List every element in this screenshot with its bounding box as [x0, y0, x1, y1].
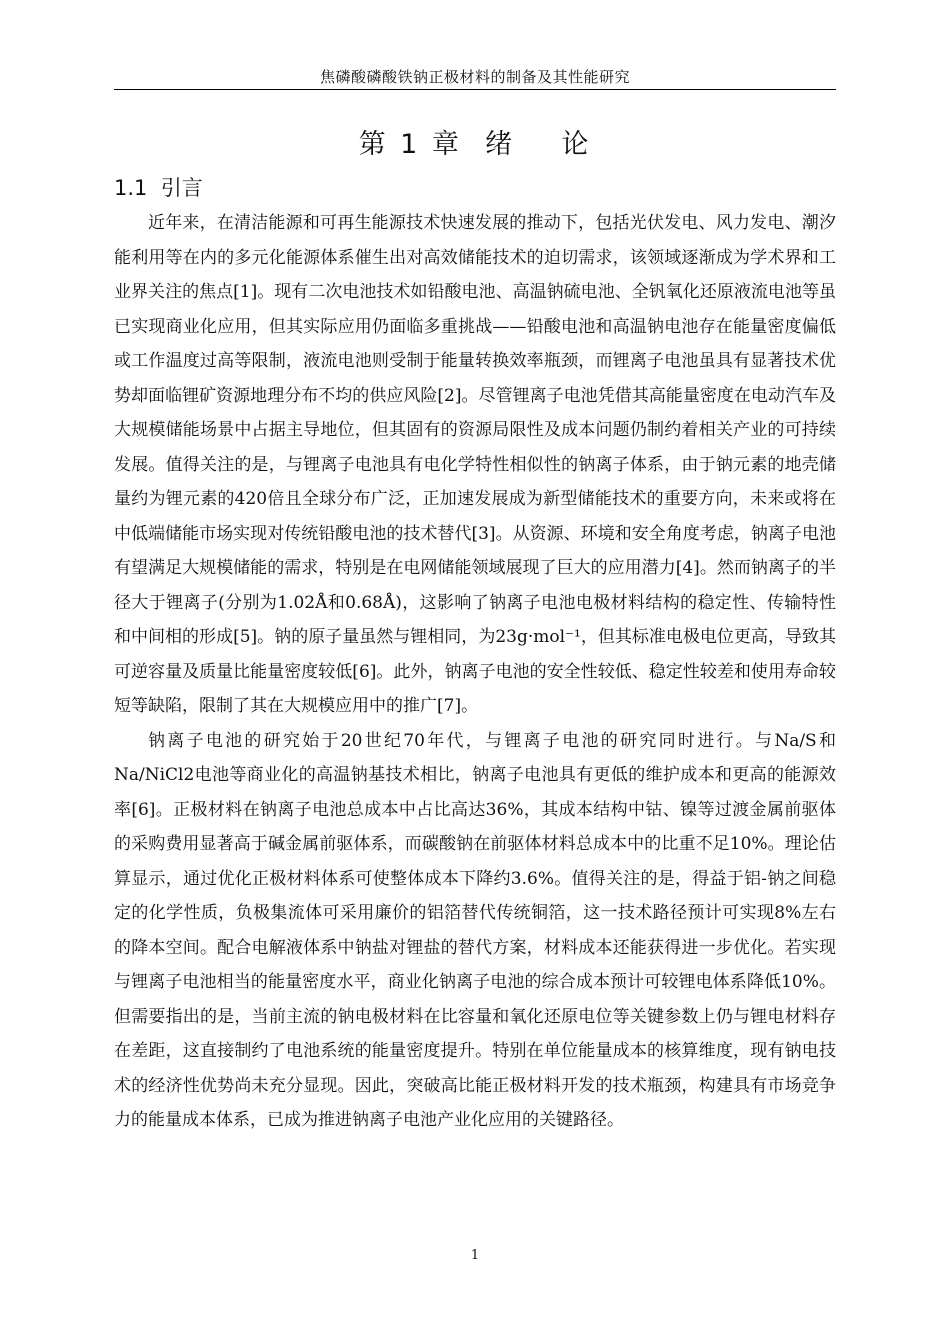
paragraph: 钠离子电池的研究始于20世纪70年代，与锂离子电池的研究同时进行。与Na/S和Na/NiCl2电池等商业化的高温钠基技术相比，钠离子电池具有更低的维护成本和更高的能源效率[6]。正极材料在钠离子电池总成本中占比高达36%，其成本结构中钴、镍等过渡金属前驱体的采购费用显著高于碱金属前驱体系，而碳酸钠在前驱体材料总成本中的比重不足10%。理论估算显示，通过优化正极材料体系可使整体成本下降约3.6%。值得关注的是，得益于铝-钠之间稳定的化学性质，负极集流体可采用廉价的铝箔替代传统铜箔，这一技术路径预计可实现8%左右的降本空间。配合电解液体系中钠盐对锂盐的替代方案，材料成本还能获得进一步优化。若实现与锂离子电池相当的能量密度水平，商业化钠离子电池的综合成本预计可较锂电体系降低10%。但需要指出的是，当前主流的钠电极材料在比容量和氧化还原电位等关键参数上仍与锂电材料存在差距，这直接制约了电池系统的能量密度提升。特别在单位能量成本的核算维度，现有钠电技术的经济性优势尚未充分显现。因此，突破高比能正极材料开发的技术瓶颈，构建具有市场竞争力的能量成本体系，已成为推进钠离子电池产业化应用的关键路径。 — [114, 730, 836, 1130]
header-rule — [114, 89, 836, 90]
body-text — [114, 206, 836, 1138]
running-header: 焦磷酸磷酸铁钠正极材料的制备及其性能研究 — [319, 68, 630, 86]
paragraph: 近年来，在清洁能源和可再生能源技术快速发展的推动下，包括光伏发电、风力发电、潮汐能利用等在内的多元化能源体系催生出对高效储能技术的迫切需求，该领域逐渐成为学术界和工业界关注的焦点[1]。现有二次电池技术如铅酸电池、高温钠硫电池、全钒氧化还原液流电池等虽已实现商业化应用，但其实际应用仍面临多重挑战——铅酸电池和高温钠电池存在能量密度偏低或工作温度过高等限制，液流电池则受制于能量转换效率瓶颈，而锂离子电池虽具有显著技术优势却面临锂矿资源地理分布不均的供应风险[2]。尽管锂离子电池凭借其高能量密度在电动汽车及大规模储能场景中占据主导地位，但其固有的资源局限性及成本问题仍制约着相关产业的可持续发展。值得关注的是，与锂离子电池具有电化学特性相似性的钠离子体系，由于钠元素的地壳储量约为锂元素的420倍且全球分布广泛，正加速发展成为新型储能技术的重要方向，未来或将在中低端储能市场实现对传统铅酸电池的技术替代[3]。从资源、环境和安全角度考虑，钠离子电池有望满足大规模储能的需求，特别是在电网储能领域展现了巨大的应用潜力[4]。然而钠离子的半径大于锂离子(分别为1.02Å和0.68Å)，这影响了钠离子电池电极材料结构的稳定性、传输特性和中间相的形成[5]。钠的原子量虽然与锂相同，为23g·mol⁻¹，但其标准电极电位更高，导致其可逆容量及质量比能量密度较低[6]。此外，钠离子电池的安全性较低、稳定性较差和使用寿命较短等缺陷，限制了其在大规模应用中的推广[7]。 — [114, 213, 836, 716]
chapter-title: 第 1 章 绪 论 — [358, 129, 592, 160]
section-title: 1.1 引言 — [114, 176, 203, 200]
page-number: 1 — [470, 1248, 480, 1263]
